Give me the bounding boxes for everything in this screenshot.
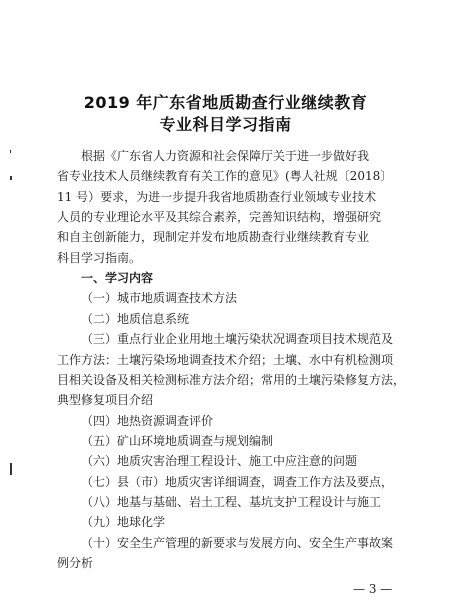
list-item: （八）地基与基础、岩土工程、基坑支护工程设计与施工 (81, 495, 382, 509)
intro-line: 科目学习指南。 (57, 251, 142, 265)
list-item: （九）地球化学 (81, 515, 166, 529)
intro-line: 和自主创新能力，现制定并发布地质勘查行业继续教育专业 (57, 230, 370, 244)
list-item: （五）矿山环境地质调查与规划编制 (81, 434, 274, 448)
scan-mark (10, 463, 12, 475)
list-item: （三）重点行业企业用地土壤污染状况调查项目技术规范及 (81, 332, 394, 346)
scan-mark (10, 150, 11, 153)
list-item: 例分析 (57, 556, 94, 570)
list-item: （四）地热资源调查评价 (81, 414, 214, 428)
scan-mark (10, 176, 12, 180)
intro-line: 根据《广东省人力资源和社会保障厅关于进一步做好我 (81, 149, 370, 163)
intro-line: 11 号）要求，为进一步提升我省地质勘查行业领域专业技术 (57, 190, 377, 204)
list-item: 典型修复项目介绍 (57, 393, 154, 407)
document-title-line-1: 2019 年广东省地质勘查行业继续教育 (83, 93, 368, 112)
list-item: （一）城市地质调查技术方法 (81, 291, 238, 305)
list-item: 工作方法：土壤污染场地调查技术介绍；土壤、水中有机检测项 (57, 353, 394, 367)
document-title-line-2: 专业科目学习指南 (159, 115, 292, 134)
section-heading: 一、学习内容 (81, 271, 154, 285)
page-number: — 3 — (353, 582, 393, 596)
list-item: （六）地质灾害治理工程设计、施工中应注意的问题 (81, 454, 358, 468)
list-item: （二）地质信息系统 (81, 312, 190, 326)
intro-line: 省专业技术人员继续教育有关工作的意见》(粤人社规〔2018〕 (57, 169, 393, 183)
list-item: （十）安全生产管理的新要求与发展方向、安全生产事故案 (81, 536, 394, 550)
list-item: （七）县（市）地质灾害详细调查，调查工作方法及要点， (81, 475, 394, 489)
list-item: 目相关设备及相关检测标准方法介绍；常用的土壤污染修复方法， (57, 373, 406, 387)
intro-line: 人员的专业理论水平及其综合素养，完善知识结构，增强研究 (57, 210, 382, 224)
